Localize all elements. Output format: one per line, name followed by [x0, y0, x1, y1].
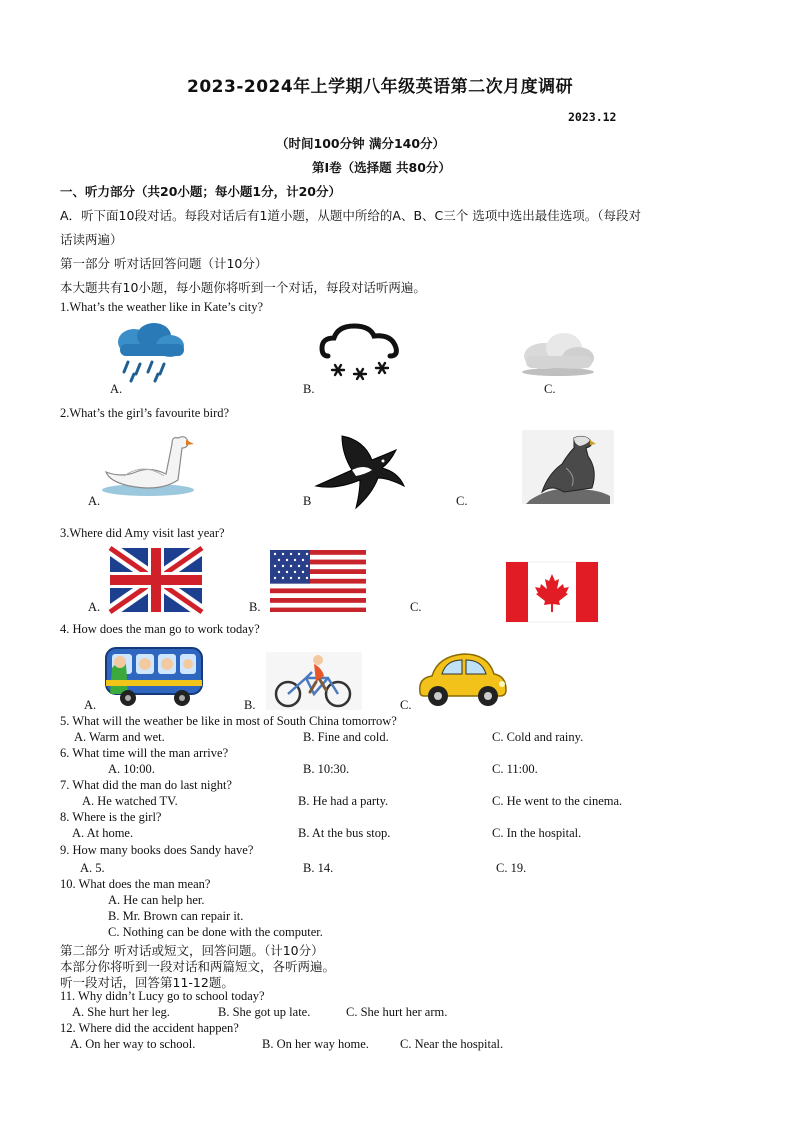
q4-text: 4. How does the man go to work today? — [60, 622, 260, 636]
q9-option-c: C. 19. — [496, 861, 527, 875]
part1-note: 本大题共有10小题，每小题你将听到一个对话，每段对话听两遍。 — [60, 280, 426, 295]
part2-note: 本部分你将听到一段对话和两篇短文，各听两遍。 — [60, 959, 336, 974]
q9-option-a: A. 5. — [80, 861, 105, 875]
q3-option-c: C. — [410, 600, 422, 614]
part2-title: 第二部分 听对话或短文，回答问题。（计10分） — [60, 943, 324, 958]
exam-date: 2023.12 — [568, 110, 617, 124]
q8-option-b: B. At the bus stop. — [298, 826, 391, 840]
q12-option-b: B. On her way home. — [262, 1037, 369, 1051]
q3-option-a: A. — [88, 600, 101, 614]
cloudy-icon — [514, 326, 600, 378]
page-title: 2023-2024年上学期八年级英语第二次月度调研 — [187, 77, 574, 97]
q4-option-a: A. — [84, 698, 97, 712]
q6-option-a: A. 10:00. — [108, 762, 155, 776]
section-heading: 一、听力部分（共20小题；每小题1分，计20分） — [60, 184, 341, 199]
swan-image — [100, 428, 196, 498]
q7-option-b: B. He had a party. — [298, 794, 389, 808]
bus-image — [102, 640, 206, 708]
q7-option-a: A. He watched TV. — [82, 794, 178, 808]
q10-option-a: A. He can help her. — [108, 893, 205, 907]
q8-option-a: A. At home. — [72, 826, 134, 840]
swallow-image — [312, 430, 408, 514]
q1-option-a: A. — [110, 382, 123, 396]
car-image — [414, 648, 510, 710]
q2-option-a: A. — [88, 494, 101, 508]
q12-option-c: C. Near the hospital. — [400, 1037, 504, 1051]
time-info: （时间100分钟 满分140分） — [276, 136, 446, 151]
q5-option-b: B. Fine and cold. — [303, 730, 389, 744]
q6-text: 6. What time will the man arrive? — [60, 746, 229, 760]
q9-text: 9. How many books does Sandy have? — [60, 843, 254, 857]
q6-option-b: B. 10:30. — [303, 762, 350, 776]
q6-option-c: C. 11:00. — [492, 762, 538, 776]
rain-cloud-icon — [106, 322, 196, 384]
bicycle-image — [266, 652, 362, 710]
uk-flag-image — [110, 548, 202, 612]
q1-option-c: C. — [544, 382, 556, 396]
q5-option-a: A. Warm and wet. — [74, 730, 165, 744]
q11-option-b: B. She got up late. — [218, 1005, 311, 1019]
snow-cloud-icon — [318, 320, 404, 384]
q7-option-c: C. He went to the cinema. — [492, 794, 623, 808]
q10-option-c: C. Nothing can be done with the computer. — [108, 925, 323, 939]
q8-option-c: C. In the hospital. — [492, 826, 582, 840]
q3-text: 3.Where did Amy visit last year? — [60, 526, 225, 540]
q4-option-c: C. — [400, 698, 412, 712]
q5-option-c: C. Cold and rainy. — [492, 730, 584, 744]
canada-flag-image — [506, 562, 598, 622]
q5-text: 5. What will the weather be like in most of South China tomorrow? — [60, 714, 397, 728]
q1-text: 1.What’s the weather like in Kate’s city? — [60, 300, 264, 314]
q10-text: 10. What does the man mean? — [60, 877, 211, 891]
part1-title: 第一部分 听对话回答问题（计10分） — [60, 256, 268, 271]
q11-text: 11. Why didn’t Lucy go to school today? — [60, 989, 265, 1003]
q11-option-c: C. She hurt her arm. — [346, 1005, 448, 1019]
q12-text: 12. Where did the accident happen? — [60, 1021, 239, 1035]
q7-text: 7. What did the man do last night? — [60, 778, 232, 792]
q2-text: 2.What’s the girl’s favourite bird? — [60, 406, 230, 420]
instruction-line1: A．听下面10段对话。每段对话后有1道小题，从题中所给的A、B、C三个 选项中选出最佳选项。（每段对 — [60, 208, 641, 223]
q9-option-b: B. 14. — [303, 861, 334, 875]
q3-option-b: B. — [249, 600, 261, 614]
eagle-image — [522, 430, 614, 504]
q11-option-a: A. She hurt her leg. — [72, 1005, 170, 1019]
q12-option-a: A. On her way to school. — [70, 1037, 196, 1051]
instruction-line2: 话读两遍） — [60, 232, 123, 247]
volume-title: 第Ⅰ卷（选择题 共80分） — [312, 160, 451, 175]
q2-option-b: B — [303, 494, 312, 508]
part2-sub: 听一段对话，回答第11-12题。 — [60, 975, 234, 990]
q2-option-c: C. — [456, 494, 468, 508]
q4-option-b: B. — [244, 698, 256, 712]
q8-text: 8. Where is the girl? — [60, 810, 162, 824]
q10-option-b: B. Mr. Brown can repair it. — [108, 909, 244, 923]
us-flag-image — [270, 550, 366, 612]
q1-option-b: B. — [303, 382, 315, 396]
